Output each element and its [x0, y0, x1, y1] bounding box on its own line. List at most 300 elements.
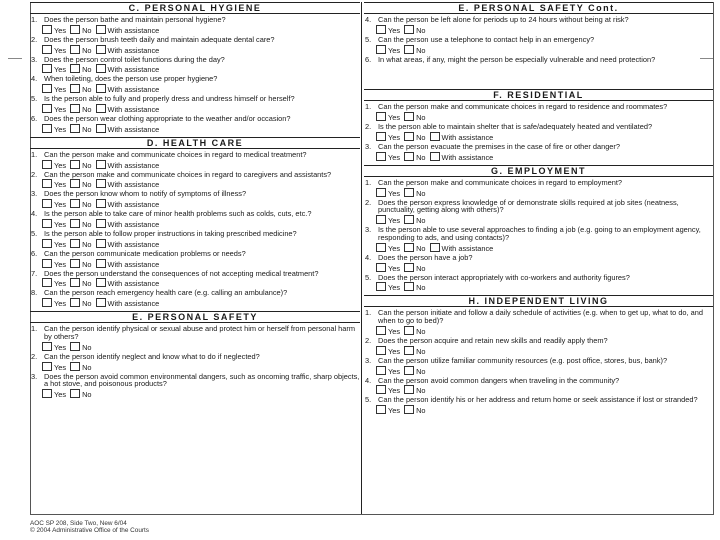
question-number: 4.	[31, 209, 38, 219]
question	[30, 289, 360, 297]
question-number: 3.	[365, 225, 372, 235]
option-label: Yes	[54, 259, 67, 269]
yes-checkbox[interactable]	[42, 84, 52, 93]
question-text: Can the person identify his or her address and return home or seek assistance if lost or stranded?	[378, 395, 698, 405]
left-column	[30, 2, 360, 402]
option-label: With assistance	[107, 279, 160, 289]
option-label: No	[82, 200, 92, 210]
option-label: No	[82, 45, 92, 55]
question-number: 5.	[365, 34, 372, 44]
yes-checkbox[interactable]	[42, 104, 52, 113]
option-label: No	[416, 243, 426, 253]
yes-checkbox[interactable]	[376, 45, 386, 54]
question-number: 2.	[365, 197, 372, 207]
no-checkbox[interactable]	[404, 132, 414, 141]
no-checkbox[interactable]	[70, 389, 80, 398]
question-text: Is the person able to use several approaches to finding a job (e.g. going to an employment agency, responding to ads, and using contacts)?	[378, 225, 701, 242]
yes-checkbox[interactable]	[376, 346, 386, 355]
option-label: Yes	[388, 188, 401, 198]
option-label: No	[82, 279, 92, 289]
yes-checkbox[interactable]	[42, 199, 52, 208]
option-label: No	[416, 326, 426, 336]
no-checkbox[interactable]	[70, 160, 80, 169]
with-assistance-checkbox[interactable]	[96, 45, 106, 54]
question-number: 6.	[31, 248, 38, 258]
no-checkbox[interactable]	[404, 25, 414, 34]
option-label: No	[82, 259, 92, 269]
question	[30, 95, 360, 103]
question-number: 5.	[365, 395, 372, 405]
option-label: No	[82, 160, 92, 170]
question	[30, 56, 360, 64]
answer-options	[30, 64, 360, 73]
no-checkbox[interactable]	[70, 64, 80, 73]
no-checkbox[interactable]	[404, 215, 414, 224]
question	[30, 190, 360, 198]
question-number: 5.	[31, 94, 38, 104]
option-label: No	[82, 180, 92, 190]
answer-options	[30, 199, 360, 208]
option-label: No	[82, 362, 92, 372]
option-label: Yes	[388, 152, 401, 162]
option-label: No	[82, 219, 92, 229]
question-text: Can the person make and communicate choices in regard to employment?	[378, 177, 623, 187]
answer-options	[364, 188, 713, 197]
option-label: With assistance	[107, 160, 160, 170]
question	[30, 373, 360, 389]
form-number: AOC SP 208, Side Two, New 6/04	[30, 520, 127, 527]
question	[364, 56, 713, 64]
question-text: Is the person able to take care of minor health problems such as colds, cuts, etc.?	[44, 209, 312, 219]
option-label: Yes	[54, 342, 67, 352]
no-checkbox[interactable]	[404, 243, 414, 252]
option-label: No	[416, 386, 426, 396]
yes-checkbox[interactable]	[42, 342, 52, 351]
with-assistance-checkbox[interactable]	[96, 298, 106, 307]
option-label: No	[82, 65, 92, 75]
question-text: Can the person evacuate the premises in the case of fire or other danger?	[378, 141, 620, 151]
answer-options	[30, 278, 360, 287]
answer-options	[30, 219, 360, 228]
option-label: Yes	[388, 326, 401, 336]
option-label: Yes	[54, 362, 67, 372]
option-label: Yes	[54, 219, 67, 229]
yes-checkbox[interactable]	[376, 366, 386, 375]
option-label: Yes	[54, 279, 67, 289]
no-checkbox[interactable]	[404, 366, 414, 375]
option-label: No	[416, 132, 426, 142]
question-number: 3.	[31, 371, 38, 381]
section-heading: E. PERSONAL SAFETY	[30, 311, 360, 323]
question	[364, 377, 713, 385]
option-label: With assistance	[107, 45, 160, 55]
option-label: No	[416, 263, 426, 273]
question-text: Can the person identify physical or sexual abuse and protect him or herself from personal harm by others?	[44, 324, 355, 341]
answer-options	[30, 124, 360, 133]
question-text: Is the person able to follow proper instructions in taking prescribed medicine?	[44, 228, 297, 238]
no-checkbox[interactable]	[70, 259, 80, 268]
option-label: Yes	[388, 406, 401, 416]
question-text: When toileting, does the person use proper hygiene?	[44, 74, 218, 84]
question	[364, 123, 713, 131]
option-label: Yes	[54, 160, 67, 170]
option-label: With assistance	[107, 124, 160, 134]
question	[364, 199, 713, 215]
question-text: Can the person be left alone for periods up to 24 hours without being at risk?	[378, 15, 629, 24]
option-label: With assistance	[441, 132, 494, 142]
question	[30, 171, 360, 179]
yes-checkbox[interactable]	[376, 215, 386, 224]
option-label: Yes	[388, 243, 401, 253]
with-assistance-checkbox[interactable]	[96, 124, 106, 133]
yes-checkbox[interactable]	[376, 152, 386, 161]
no-checkbox[interactable]	[70, 239, 80, 248]
no-checkbox[interactable]	[404, 45, 414, 54]
question-text: Can the person use a telephone to contact help in an emergency?	[378, 34, 595, 44]
question	[30, 230, 360, 238]
question-text: Is the person able to fully and properly dress and undress himself or herself?	[44, 94, 295, 104]
question	[30, 151, 360, 159]
option-label: No	[416, 366, 426, 376]
section-heading: D. HEALTH CARE	[30, 137, 360, 149]
answer-options	[30, 45, 360, 54]
no-checkbox[interactable]	[70, 124, 80, 133]
yes-checkbox[interactable]	[42, 239, 52, 248]
option-label: Yes	[388, 132, 401, 142]
section-g-employment	[364, 165, 713, 296]
yes-checkbox[interactable]	[42, 124, 52, 133]
yes-checkbox[interactable]	[376, 405, 386, 414]
answer-options	[364, 366, 713, 375]
question	[364, 226, 713, 242]
answer-space[interactable]	[364, 63, 713, 85]
yes-checkbox[interactable]	[42, 259, 52, 268]
section-heading: E. PERSONAL SAFETY Cont.	[364, 2, 713, 14]
answer-options	[30, 362, 360, 371]
question-number: 1.	[31, 15, 38, 24]
question-text: Does the person wear clothing appropriate to the weather and/or occasion?	[44, 113, 291, 123]
question-number: 4.	[365, 252, 372, 262]
question	[364, 179, 713, 187]
answer-options	[364, 243, 713, 252]
option-label: No	[416, 152, 426, 162]
option-label: With assistance	[441, 152, 494, 162]
yes-checkbox[interactable]	[42, 25, 52, 34]
with-assistance-checkbox[interactable]	[96, 84, 106, 93]
yes-checkbox[interactable]	[376, 282, 386, 291]
option-label: No	[82, 85, 92, 95]
question-number: 1.	[365, 102, 372, 112]
answer-options	[30, 239, 360, 248]
column-divider	[361, 2, 362, 514]
page-edge-mark	[8, 58, 22, 59]
question-number: 6.	[365, 54, 372, 64]
answer-options	[30, 342, 360, 351]
no-checkbox[interactable]	[404, 263, 414, 272]
question	[364, 16, 713, 24]
question-text: Does the person acquire and retain new skills and readily apply them?	[378, 335, 608, 345]
answer-options	[364, 132, 713, 141]
option-label: No	[82, 239, 92, 249]
no-checkbox[interactable]	[404, 188, 414, 197]
no-checkbox[interactable]	[70, 362, 80, 371]
section-d-health-care	[30, 137, 360, 311]
with-assistance-checkbox[interactable]	[96, 25, 106, 34]
no-checkbox[interactable]	[70, 219, 80, 228]
answer-options	[30, 298, 360, 307]
section-e-personal-safety-cont	[364, 2, 713, 89]
copyright-notice: © 2004 Administrative Office of the Courts	[30, 527, 149, 535]
question	[30, 115, 360, 123]
question-text: Does the person understand the consequences of not accepting medical treatment?	[44, 268, 319, 278]
yes-checkbox[interactable]	[42, 389, 52, 398]
option-label: No	[416, 113, 426, 123]
answer-options	[30, 84, 360, 93]
answer-options	[364, 326, 713, 335]
section-heading: C. PERSONAL HYGIENE	[30, 2, 360, 14]
question-number: 3.	[365, 355, 372, 365]
option-label: With assistance	[107, 200, 160, 210]
yes-checkbox[interactable]	[42, 298, 52, 307]
question-number: 3.	[365, 141, 372, 151]
option-label: No	[82, 299, 92, 309]
no-checkbox[interactable]	[70, 278, 80, 287]
question-number: 4.	[31, 74, 38, 84]
option-label: No	[82, 104, 92, 114]
with-assistance-checkbox[interactable]	[430, 132, 440, 141]
yes-checkbox[interactable]	[376, 112, 386, 121]
question-text: Does the person know whom to notify of symptoms of illness?	[44, 189, 247, 199]
no-checkbox[interactable]	[404, 346, 414, 355]
question-text: Can the person make and communicate choices in regard to residence and roommates?	[378, 102, 668, 112]
yes-checkbox[interactable]	[42, 278, 52, 287]
section-e-personal-safety	[30, 311, 360, 402]
question-number: 4.	[365, 15, 372, 24]
form-border-bottom	[30, 514, 714, 515]
yes-checkbox[interactable]	[376, 25, 386, 34]
no-checkbox[interactable]	[404, 405, 414, 414]
no-checkbox[interactable]	[70, 199, 80, 208]
with-assistance-checkbox[interactable]	[430, 243, 440, 252]
question-number: 4.	[365, 375, 372, 385]
question	[364, 309, 713, 325]
with-assistance-checkbox[interactable]	[96, 278, 106, 287]
question	[30, 270, 360, 278]
question	[30, 75, 360, 83]
option-label: Yes	[54, 239, 67, 249]
answer-options	[30, 389, 360, 398]
option-label: Yes	[388, 45, 401, 55]
answer-options	[30, 179, 360, 188]
question	[30, 16, 360, 24]
option-label: No	[82, 25, 92, 35]
option-label: With assistance	[441, 243, 494, 253]
yes-checkbox[interactable]	[42, 362, 52, 371]
question-text: In what areas, if any, might the person be especially vulnerable and need protection?	[378, 54, 656, 64]
option-label: With assistance	[107, 259, 160, 269]
question-number: 2.	[31, 34, 38, 44]
question-number: 5.	[365, 272, 372, 282]
section-h-independent-living	[364, 295, 713, 418]
option-label: With assistance	[107, 25, 160, 35]
option-label: Yes	[388, 216, 401, 226]
no-checkbox[interactable]	[70, 25, 80, 34]
yes-checkbox[interactable]	[376, 326, 386, 335]
yes-checkbox[interactable]	[376, 132, 386, 141]
option-label: Yes	[388, 366, 401, 376]
question	[364, 143, 713, 151]
option-label: No	[416, 346, 426, 356]
yes-checkbox[interactable]	[42, 45, 52, 54]
question-number: 7.	[31, 268, 38, 278]
no-checkbox[interactable]	[70, 298, 80, 307]
option-label: No	[416, 216, 426, 226]
question-text: Does the person have a job?	[378, 252, 473, 262]
question-number: 8.	[31, 288, 38, 298]
option-label: Yes	[54, 180, 67, 190]
question	[364, 396, 713, 404]
section-f-residential	[364, 89, 713, 164]
option-label: With assistance	[107, 180, 160, 190]
with-assistance-checkbox[interactable]	[96, 239, 106, 248]
with-assistance-checkbox[interactable]	[96, 179, 106, 188]
option-label: With assistance	[107, 85, 160, 95]
yes-checkbox[interactable]	[42, 219, 52, 228]
question-number: 1.	[365, 177, 372, 187]
question	[30, 250, 360, 258]
option-label: No	[82, 390, 92, 400]
yes-checkbox[interactable]	[376, 263, 386, 272]
form-border-right	[713, 2, 714, 514]
with-assistance-checkbox[interactable]	[96, 199, 106, 208]
question-text: Can the person make and communicate choices in regard to caregivers and assistants?	[44, 169, 332, 179]
option-label: Yes	[54, 299, 67, 309]
question	[364, 254, 713, 262]
option-label: Yes	[388, 346, 401, 356]
option-label: With assistance	[107, 219, 160, 229]
with-assistance-checkbox[interactable]	[96, 259, 106, 268]
question-number: 3.	[31, 189, 38, 199]
option-label: With assistance	[107, 65, 160, 75]
with-assistance-checkbox[interactable]	[96, 64, 106, 73]
question	[364, 274, 713, 282]
question-number: 2.	[31, 169, 38, 179]
option-label: Yes	[388, 386, 401, 396]
no-checkbox[interactable]	[404, 326, 414, 335]
answer-options	[30, 104, 360, 113]
answer-options	[364, 215, 713, 224]
option-label: With assistance	[107, 104, 160, 114]
question-text: Is the person able to maintain shelter that is safe/adequately heated and ventilated?	[378, 122, 653, 132]
question-number: 1.	[365, 308, 372, 318]
question	[364, 103, 713, 111]
option-label: With assistance	[107, 239, 160, 249]
option-label: No	[416, 406, 426, 416]
answer-options	[364, 263, 713, 272]
question	[364, 357, 713, 365]
no-checkbox[interactable]	[404, 152, 414, 161]
no-checkbox[interactable]	[70, 179, 80, 188]
form-page	[30, 2, 713, 538]
option-label: Yes	[54, 85, 67, 95]
yes-checkbox[interactable]	[376, 243, 386, 252]
no-checkbox[interactable]	[404, 112, 414, 121]
option-label: Yes	[54, 200, 67, 210]
answer-options	[30, 25, 360, 34]
option-label: Yes	[54, 390, 67, 400]
question-number: 2.	[365, 335, 372, 345]
option-label: No	[416, 45, 426, 55]
with-assistance-checkbox[interactable]	[430, 152, 440, 161]
question-text: Can the person communicate medication problems or needs?	[44, 248, 246, 258]
answer-options	[364, 25, 713, 34]
option-label: Yes	[388, 263, 401, 273]
option-label: With assistance	[107, 299, 160, 309]
answer-options	[30, 160, 360, 169]
question-number: 2.	[365, 122, 372, 132]
no-checkbox[interactable]	[70, 342, 80, 351]
yes-checkbox[interactable]	[42, 64, 52, 73]
question	[30, 210, 360, 218]
question-number: 5.	[31, 228, 38, 238]
question-text: Does the person bathe and maintain personal hygiene?	[44, 15, 226, 24]
option-label: Yes	[54, 104, 67, 114]
answer-options	[364, 282, 713, 291]
section-c-personal-hygiene	[30, 2, 360, 137]
yes-checkbox[interactable]	[42, 179, 52, 188]
no-checkbox[interactable]	[404, 385, 414, 394]
option-label: Yes	[388, 283, 401, 293]
question	[30, 325, 360, 341]
option-label: No	[416, 25, 426, 35]
question	[364, 337, 713, 345]
section-spacer	[30, 398, 360, 402]
question-text: Can the person utilize familiar community resources (e.g. post office, stores, bus, bank)?	[378, 355, 668, 365]
question-text: Does the person brush teeth daily and maintain adequate dental care?	[44, 34, 275, 44]
question	[364, 36, 713, 44]
answer-options	[364, 346, 713, 355]
no-checkbox[interactable]	[70, 45, 80, 54]
question-text: Can the person avoid common dangers when traveling in the community?	[378, 375, 620, 385]
question-text: Can the person reach emergency health care (e.g. calling an ambulance)?	[44, 288, 288, 298]
option-label: No	[416, 283, 426, 293]
no-checkbox[interactable]	[70, 84, 80, 93]
question-text: Can the person initiate and follow a daily schedule of activities (e.g. when to get up, what to do, and when to go to bed)?	[378, 308, 703, 326]
section-heading: G. EMPLOYMENT	[364, 165, 713, 177]
answer-options	[364, 152, 713, 161]
answer-options	[30, 259, 360, 268]
option-label: Yes	[388, 25, 401, 35]
no-checkbox[interactable]	[70, 104, 80, 113]
question	[30, 353, 360, 361]
option-label: No	[82, 342, 92, 352]
answer-options	[364, 405, 713, 414]
option-label: Yes	[54, 25, 67, 35]
question	[30, 36, 360, 44]
with-assistance-checkbox[interactable]	[96, 160, 106, 169]
yes-checkbox[interactable]	[376, 385, 386, 394]
section-heading: H. INDEPENDENT LIVING	[364, 295, 713, 307]
with-assistance-checkbox[interactable]	[96, 104, 106, 113]
yes-checkbox[interactable]	[42, 160, 52, 169]
option-label: Yes	[54, 65, 67, 75]
with-assistance-checkbox[interactable]	[96, 219, 106, 228]
right-column	[364, 2, 713, 418]
question-number: 2.	[31, 351, 38, 361]
yes-checkbox[interactable]	[376, 188, 386, 197]
no-checkbox[interactable]	[404, 282, 414, 291]
answer-options	[364, 45, 713, 54]
